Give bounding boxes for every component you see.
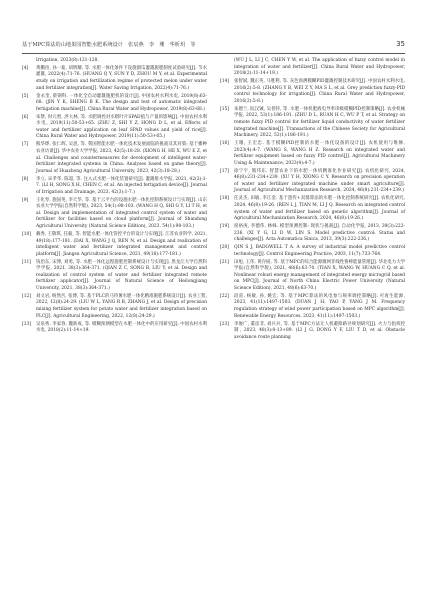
reference-number: [14]	[220, 79, 230, 85]
reference-number: [11]	[22, 259, 32, 265]
reference-text: 王珊, 王宏忠. 基于模糊PID控制的水肥一体化设备的设计[J]. 农机使用与维修, 2023(4):4-7. (WANG S, WANG H Z. Research on integrated water and fertilizer equipment based on fuzzy PID control[J]. Agricultural Machinery Using & Maintenance, 2023(4):4-7.)	[234, 141, 405, 166]
reference-number: [19]	[220, 224, 230, 230]
reference-text: (WU J L, LI J C, CHEN Y W, et al. The application of fuzzy control model in integration of water and fertilizer[J]. China Rural Water and Hydropower, 2018(2):11-14+19.)	[234, 58, 405, 77]
reference-text: 张智斌, 魏正英, 马胜利, 等. 灰色预测模糊PID灌溉控制技术研究[J]. 中国农村水利水电, 2016(2):5-8. (ZHANG Y B, WEI Z Y, MA S L, et al. Grey prediction fuzzy-PID control technology for irrigation[J]. China Rural Water and Hydropower, 2016(2):5-8.)	[234, 79, 405, 104]
reference-entry	[22, 66, 207, 92]
reference-number: [7]	[22, 142, 29, 148]
header-rule	[22, 53, 405, 54]
reference-number: [18]	[220, 196, 230, 202]
reference-text: 黄鹏宙, 孙一迪, 胡明耀, 等. 水肥一体化条件下设施甜瓜灌溉施肥制度试验研究[J]. 节水灌溉, 2022(4):71-76. (HUANG Q Y, SUN Y D, ZHOU M Y, et al. Experimental study on irrigation and fertilization regime of protected melon under water and fertilizer integration[J]. Water Saving Irrigation, 2022(4):71-76.)	[36, 65, 207, 91]
reference-text: 钱治东, 宋博, 刘勇, 等. 水肥一体化远程施肥控制系统设计与实现[J]. 黑龙江大学自然科学学报, 2021, 38(3):364-371. (QIAN Z C, SONG B, LIU Y, et al. Design and realization of control system of water and fertilizer integrated remote fertilizer applicator[J]. Journal of Natural Science of Heilongjiang University, 2021, 38(3):364-371.)	[36, 259, 207, 291]
reference-entry	[22, 177, 207, 197]
reference-entry	[22, 142, 207, 175]
reference-entry	[220, 260, 405, 293]
reference-text: 田旭, 王伟, 黄存棂, 等. 基于MPC的综合能源微网非线性鲁棒能量管理[J]. 华北电力大学学报(自然科学版), 2021, 48(6):63-70. (TIAN X, WANG W, HUANG C Q, et al. Nonlinear robust energy management of integrated energy microgrid based on MPC[J]. Journal of North China Electric Power University (Natural Science Edition), 2021, 48(6):63-70.)	[234, 259, 405, 291]
reference-number: [6]	[22, 114, 29, 120]
reference-text: 吴泉秀, 李家春, 魏新成, 等. 模糊预测模型在水肥一体化中的应用研究[J]. 中国农村水利水电, 2018(2):11-14+19.	[36, 321, 207, 334]
reference-entry	[220, 294, 405, 320]
reference-entry	[22, 322, 207, 335]
reference-text: 李立, 宋孝华, 陈超, 等. 注入式水肥一体化装置研究[J]. 灌溉排水学报, 2021, 42(3):1-7. (LI H, SONG X H, CHEN C, et al. An injected fertigation device[J]. Journal of Irrigation and Drainage, 2023, 42(3):1-7.)	[36, 176, 207, 195]
page-number: 35	[396, 40, 405, 48]
reference-text: 徐宁宇, 熊伟东. 智慧农业下的水肥一体机精准化作业研究[J]. 农机化研究, 2024, 46(8):231-234+239. (XU Y H, XIONG C Y. Research on precision operation of water and fertilizer integrated machine under smart agriculture[J]. Journal of Agricultural Mechanization Research, 2024, 46(8):231-234+239.)	[234, 168, 405, 194]
reference-column-right	[220, 58, 405, 343]
reference-text: 席裕庚, 李德伟, 林姝. 模型预测控制: 现状与挑战[J]. 自动化学报, 2013, 39(3):222-236. (XI Y G, LI D W, LIN S. Model predictive control: Status and challenges[J]. Acta Automatica Sinica, 2013, 39(3):222-236.)	[234, 224, 405, 243]
reference-entry	[220, 322, 405, 342]
reference-entry	[220, 58, 405, 78]
reference-text: 戴秀, 王敬琪, 任毅, 等. 智能水肥一体化管控平台的设计与实现[J]. 江苏农业科学, 2021, 49(18):177-181. (DAI X, WANG J Q, REN N, et al. Design and realization of intelligent water and fertilizer integrated management and control platform[J]. Jiangsu Agricultural Science, 2021, 49(18):177-181.)	[36, 231, 207, 257]
reference-entry	[220, 141, 405, 167]
reference-number: [10]	[22, 231, 32, 237]
reference-entry	[220, 245, 405, 258]
reference-number: [22]	[220, 293, 230, 299]
reference-entry	[22, 232, 207, 258]
reference-entry	[220, 224, 405, 244]
reference-text: 朱赞, 时元智, 洪大林, 等. 水肥调控对水稻叶片SPAD值与产量的影响[J]. 中国农村水利水电, 2019(11):50-53+65. (ZHU Z, SHI Y Z, HONG D L, et al. Effects of water and fertilizer application on leaf SPAD values and yield of rice[J]. China Rural Water and Hydropower, 2019(11):50-53+65.)	[36, 114, 207, 140]
reference-entry	[22, 94, 207, 114]
reference-number: [12]	[22, 293, 32, 299]
reference-number: [16]	[220, 141, 230, 147]
reference-entry	[220, 196, 405, 222]
reference-number: [9]	[22, 197, 29, 203]
reference-text: 李俊广, 董彦非, 刘兵兵, 等. 基于MPC方法无人机避障路径规划研究[J]. 火力与指挥控制, 2023, 48(3):8-13+89. (LI J G, DONG Y F, LIU T D, et al. Obstacle avoidance route planning	[234, 321, 405, 340]
reference-text: 金永奎, 蔡钢科. 一体化全自动灌溉施肥机的设计[J]. 中国农村水利水电, 2019(8):63-68. (JIN Y K, SHENG B K. The design and test of automatic integrated fertigation machine[J]. China Rural Water and Hydropower, 2019(8):63-68.)	[36, 93, 207, 112]
reference-number: [20]	[220, 245, 230, 251]
reference-entry	[22, 115, 207, 141]
reference-number: [15]	[220, 106, 230, 112]
reference-number: [23]	[220, 321, 230, 327]
reference-entry	[22, 260, 207, 293]
reference-text: 刘文岩, 杨然吾, 张博, 等. 基于PLC的马铃薯水肥一体化精准施肥系统设计[J]. 农业工程, 2022, 12(8):24-29. (LIU W L, YANG R B, ZHANG J, et al. Design of precision mixing fertilizer system for potato water and fertilizer integration based on PLC[J]. Agricultural Engineering, 2022, 12(8):24-29.)	[36, 293, 207, 319]
reference-text: 熊华烨, 张仁辉, 吴思, 等. 我国智能水肥一体化技术发展面临的挑战及其对策: 基于播种农业访谈[J]. 华中农业大学学报, 2023, 42(5):18-28. (XIONG H, HE X, WU E Z, et al. Challenges and countermeasures for development of intelligent water-fertilizer integrated systems in China: Analyses based on game theory[J]. Journal of Huazhong Agricultural University, 2023, 42(3):18-28.)	[36, 142, 207, 174]
reference-text: 任灵杰, 田敏, 李江金. 基于遗传+双群算法的水肥一体化控制系统研究[J]. 农机化研究, 2024, 46(8):19-26. (REN L J, TIAN M, LI J Q. Research on integrated control system of water and fertilizer based on genetic algorithm[J]. Journal of Agricultural Mechanization Research, 2024, 46(8):19-26.)	[234, 196, 405, 222]
reference-number: [13]	[22, 321, 32, 327]
reference-number: [17]	[220, 168, 230, 174]
reference-entry	[22, 58, 207, 65]
reference-text: QIN S J, BADGWELL T A. A survey of industrial model predictive control technology[J]. Control Engineering Practice, 2003, 11(7):733-764.	[234, 245, 405, 257]
reference-entry	[220, 79, 405, 105]
reference-column-left	[22, 58, 207, 336]
reference-text: 段雷, 杨敏, 孙, 姚宏, 等. 基于MPC算法的风电参与频率调控策略[J]. 可再生能源, 2023, 41(11):1497-1503. (DUAN J H, YAO P, YANG J M. Frequency regulation strategy of wind power participation based on MPC algorithm[J]. Renewable Energy Resources, 2023, 41(11):1497-1503.)	[234, 293, 405, 319]
reference-number: [8]	[22, 176, 29, 182]
running-header	[22, 40, 405, 52]
reference-entry	[220, 107, 405, 140]
reference-number: [21]	[220, 259, 230, 265]
reference-number: [5]	[22, 93, 29, 99]
reference-entry	[22, 198, 207, 231]
reference-text: Irrigation, 2023(8):121-128.	[36, 58, 99, 63]
reference-number: [4]	[22, 65, 29, 71]
reference-entry	[22, 294, 207, 320]
reference-entry	[220, 169, 405, 195]
reference-text: 朱德兰, 阮汉铖, 吴普特, 等. 水肥一体机肥液电导率串级模糊PID控制策略[J]. 农业机械学报, 2022, 53(1):186-191. (ZHU D L, RUAN H C, WU P T, et al. Strategy on remote fuzzy PID control for fertilizer liquid conductivity of water fertilizer integrated machine[J]. Transactions of the Chinese Society for Agricultural Machinery, 2022, 53(1):186-191.)	[234, 106, 405, 139]
reference-text: 王化琴, 施国英, 李天华, 等. 基于云平台的设施水肥一体化控制系统设计与实现[J]. 山东农业大学学报(自然科学版), 2023, 54(1):98-103. (WANG H Q, SHI G Y, LI T H, et al. Design and implementation of integrated control system of water and fertilizer for facilities based on cloud platform[J]. Journal of Shandong Agricultural University (Natural Science Edition), 2023, 54(1):98-103.)	[36, 197, 207, 230]
running-title: 基于MPC算法的山地果园智能水肥系统设计 张辰燕 李 珊 华昕玥 等	[22, 42, 196, 48]
